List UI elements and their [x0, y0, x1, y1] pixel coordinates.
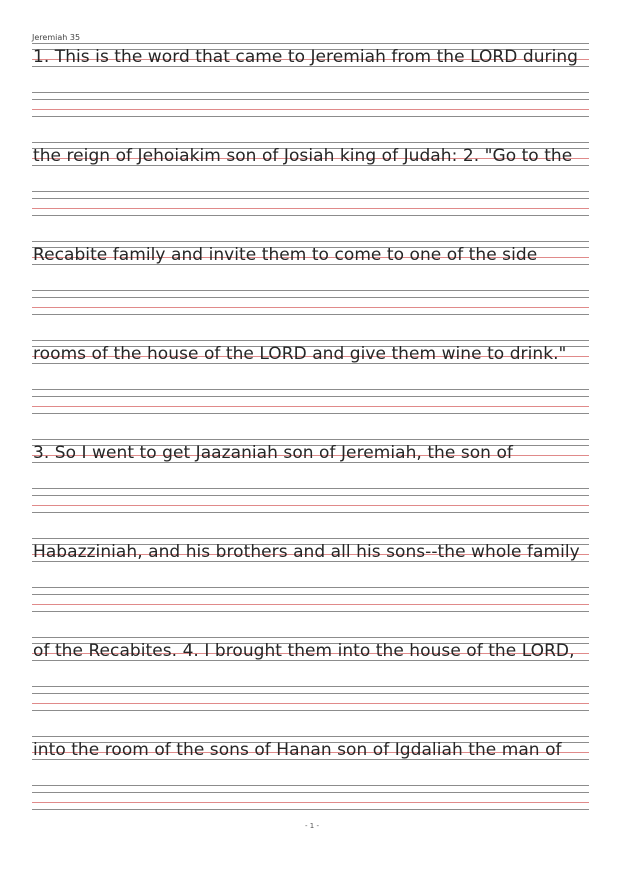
handwriting-practice-block [32, 736, 589, 816]
handwriting-practice-block [32, 439, 589, 519]
guide-line-top [32, 686, 589, 687]
guide-line-upper [32, 99, 589, 100]
guide-line-upper [32, 594, 589, 595]
traced-text-line: Habazziniah, and his brothers and all his sons--the whole family [33, 542, 580, 562]
handwriting-practice-block [32, 340, 589, 420]
guide-line-baseline [32, 413, 589, 414]
page-header-title: Jeremiah 35 [32, 33, 81, 42]
guide-line-midline [32, 208, 589, 209]
guide-line-baseline [32, 512, 589, 513]
guide-line-midline [32, 307, 589, 308]
guide-line-baseline [32, 611, 589, 612]
traced-text-line: 1. This is the word that came to Jeremiah from the LORD during [33, 47, 579, 67]
traced-text-line: into the room of the sons of Hanan son of Igdaliah the man of [33, 740, 562, 760]
guide-line-baseline [32, 215, 589, 216]
handwriting-practice-block [32, 637, 589, 717]
page-number: - 1 - [305, 822, 319, 830]
guide-line-top [32, 241, 589, 242]
guide-line-top [32, 142, 589, 143]
guide-line-top [32, 587, 589, 588]
guide-line-baseline [32, 809, 589, 810]
guide-line-baseline [32, 710, 589, 711]
guide-line-top [32, 637, 589, 638]
guide-line-midline [32, 703, 589, 704]
guide-line-baseline [32, 116, 589, 117]
guide-line-midline [32, 802, 589, 803]
traced-text-line: rooms of the house of the LORD and give them wine to drink." [33, 344, 567, 364]
guide-line-upper [32, 198, 589, 199]
guide-line-midline [32, 406, 589, 407]
guide-line-upper [32, 693, 589, 694]
guide-line-midline [32, 109, 589, 110]
guide-line-top [32, 191, 589, 192]
guide-line-top [32, 736, 589, 737]
guide-line-top [32, 439, 589, 440]
traced-text-line: the reign of Jehoiakim son of Josiah king of Judah: 2. "Go to the [33, 146, 573, 166]
handwriting-practice-block [32, 43, 589, 123]
traced-text-line: of the Recabites. 4. I brought them into the house of the LORD, [33, 641, 575, 661]
guide-line-top [32, 43, 589, 44]
guide-line-upper [32, 495, 589, 496]
guide-line-top [32, 389, 589, 390]
handwriting-practice-block [32, 241, 589, 321]
guide-line-top [32, 340, 589, 341]
guide-line-top [32, 290, 589, 291]
guide-line-top [32, 785, 589, 786]
guide-line-upper [32, 297, 589, 298]
guide-line-top [32, 488, 589, 489]
handwriting-practice-block [32, 538, 589, 618]
guide-line-top [32, 538, 589, 539]
guide-line-midline [32, 604, 589, 605]
traced-text-line: 3. So I went to get Jaazaniah son of Jeremiah, the son of [33, 443, 513, 463]
guide-line-midline [32, 505, 589, 506]
guide-line-top [32, 92, 589, 93]
guide-line-upper [32, 396, 589, 397]
traced-text-line: Recabite family and invite them to come to one of the side [33, 245, 538, 265]
guide-line-baseline [32, 314, 589, 315]
handwriting-practice-block [32, 142, 589, 222]
guide-line-upper [32, 792, 589, 793]
